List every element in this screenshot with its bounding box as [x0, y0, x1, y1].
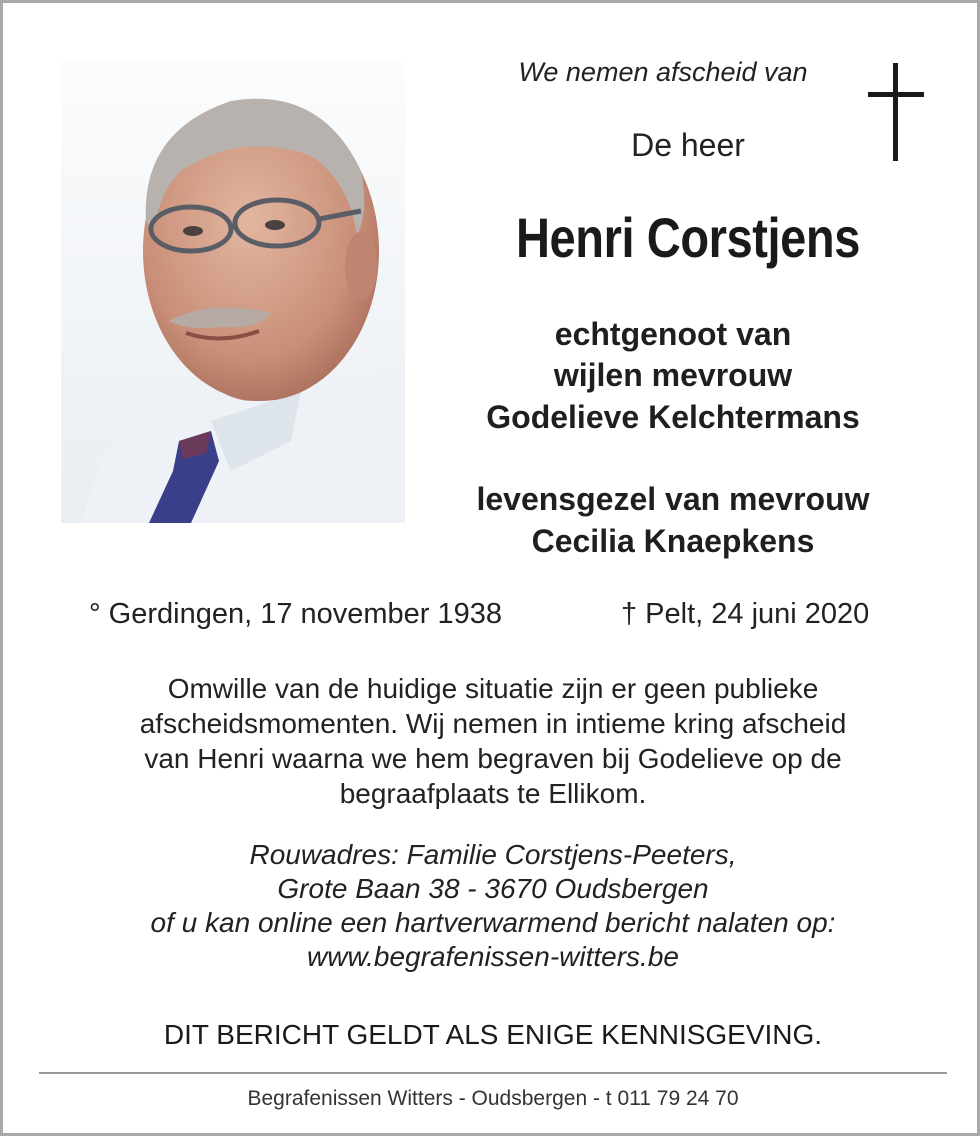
relation-line: levensgezel van mevrouw: [476, 481, 870, 517]
relation-line: Godelieve Kelchtermans: [486, 399, 860, 435]
message-line: afscheidsmomenten. Wij nemen in intieme kring afscheid: [139, 708, 847, 739]
funeral-home-footer: Begrafenissen Witters - Oudsbergen - t 011 79 24 70: [247, 1087, 739, 1110]
portrait-photo: [61, 61, 405, 523]
deceased-name: Henri Corstjens: [516, 206, 860, 269]
address-line: Rouwadres: Familie Corstjens-Peeters,: [249, 839, 737, 870]
notice-line: DIT BERICHT GELDT ALS ENIGE KENNISGEVING.: [163, 1019, 823, 1050]
relation-line: Cecilia Knaepkens: [531, 523, 815, 559]
death-info: † Pelt, 24 juni 2020: [621, 598, 870, 630]
message-line: begraafplaats te Ellikom.: [339, 778, 647, 809]
message-line: van Henri waarna we hem begraven bij Godelieve op de: [144, 743, 842, 774]
message-line: Omwille van de huidige situatie zijn er geen publieke: [167, 673, 819, 704]
relation-line: wijlen mevrouw: [553, 357, 793, 393]
address-line: of u kan online een hartverwarmend bericht nalaten op:: [150, 907, 836, 938]
address-line: Grote Baan 38 - 3670 Oudsbergen: [277, 873, 709, 904]
website-link[interactable]: www.begrafenissen-witters.be: [307, 941, 679, 972]
honorific: De heer: [631, 127, 745, 163]
intro-line: We nemen afscheid van: [518, 57, 808, 87]
footer-divider: [39, 1072, 947, 1074]
birth-info: ° Gerdingen, 17 november 1938: [89, 598, 503, 630]
relation-line: echtgenoot van: [554, 316, 792, 352]
